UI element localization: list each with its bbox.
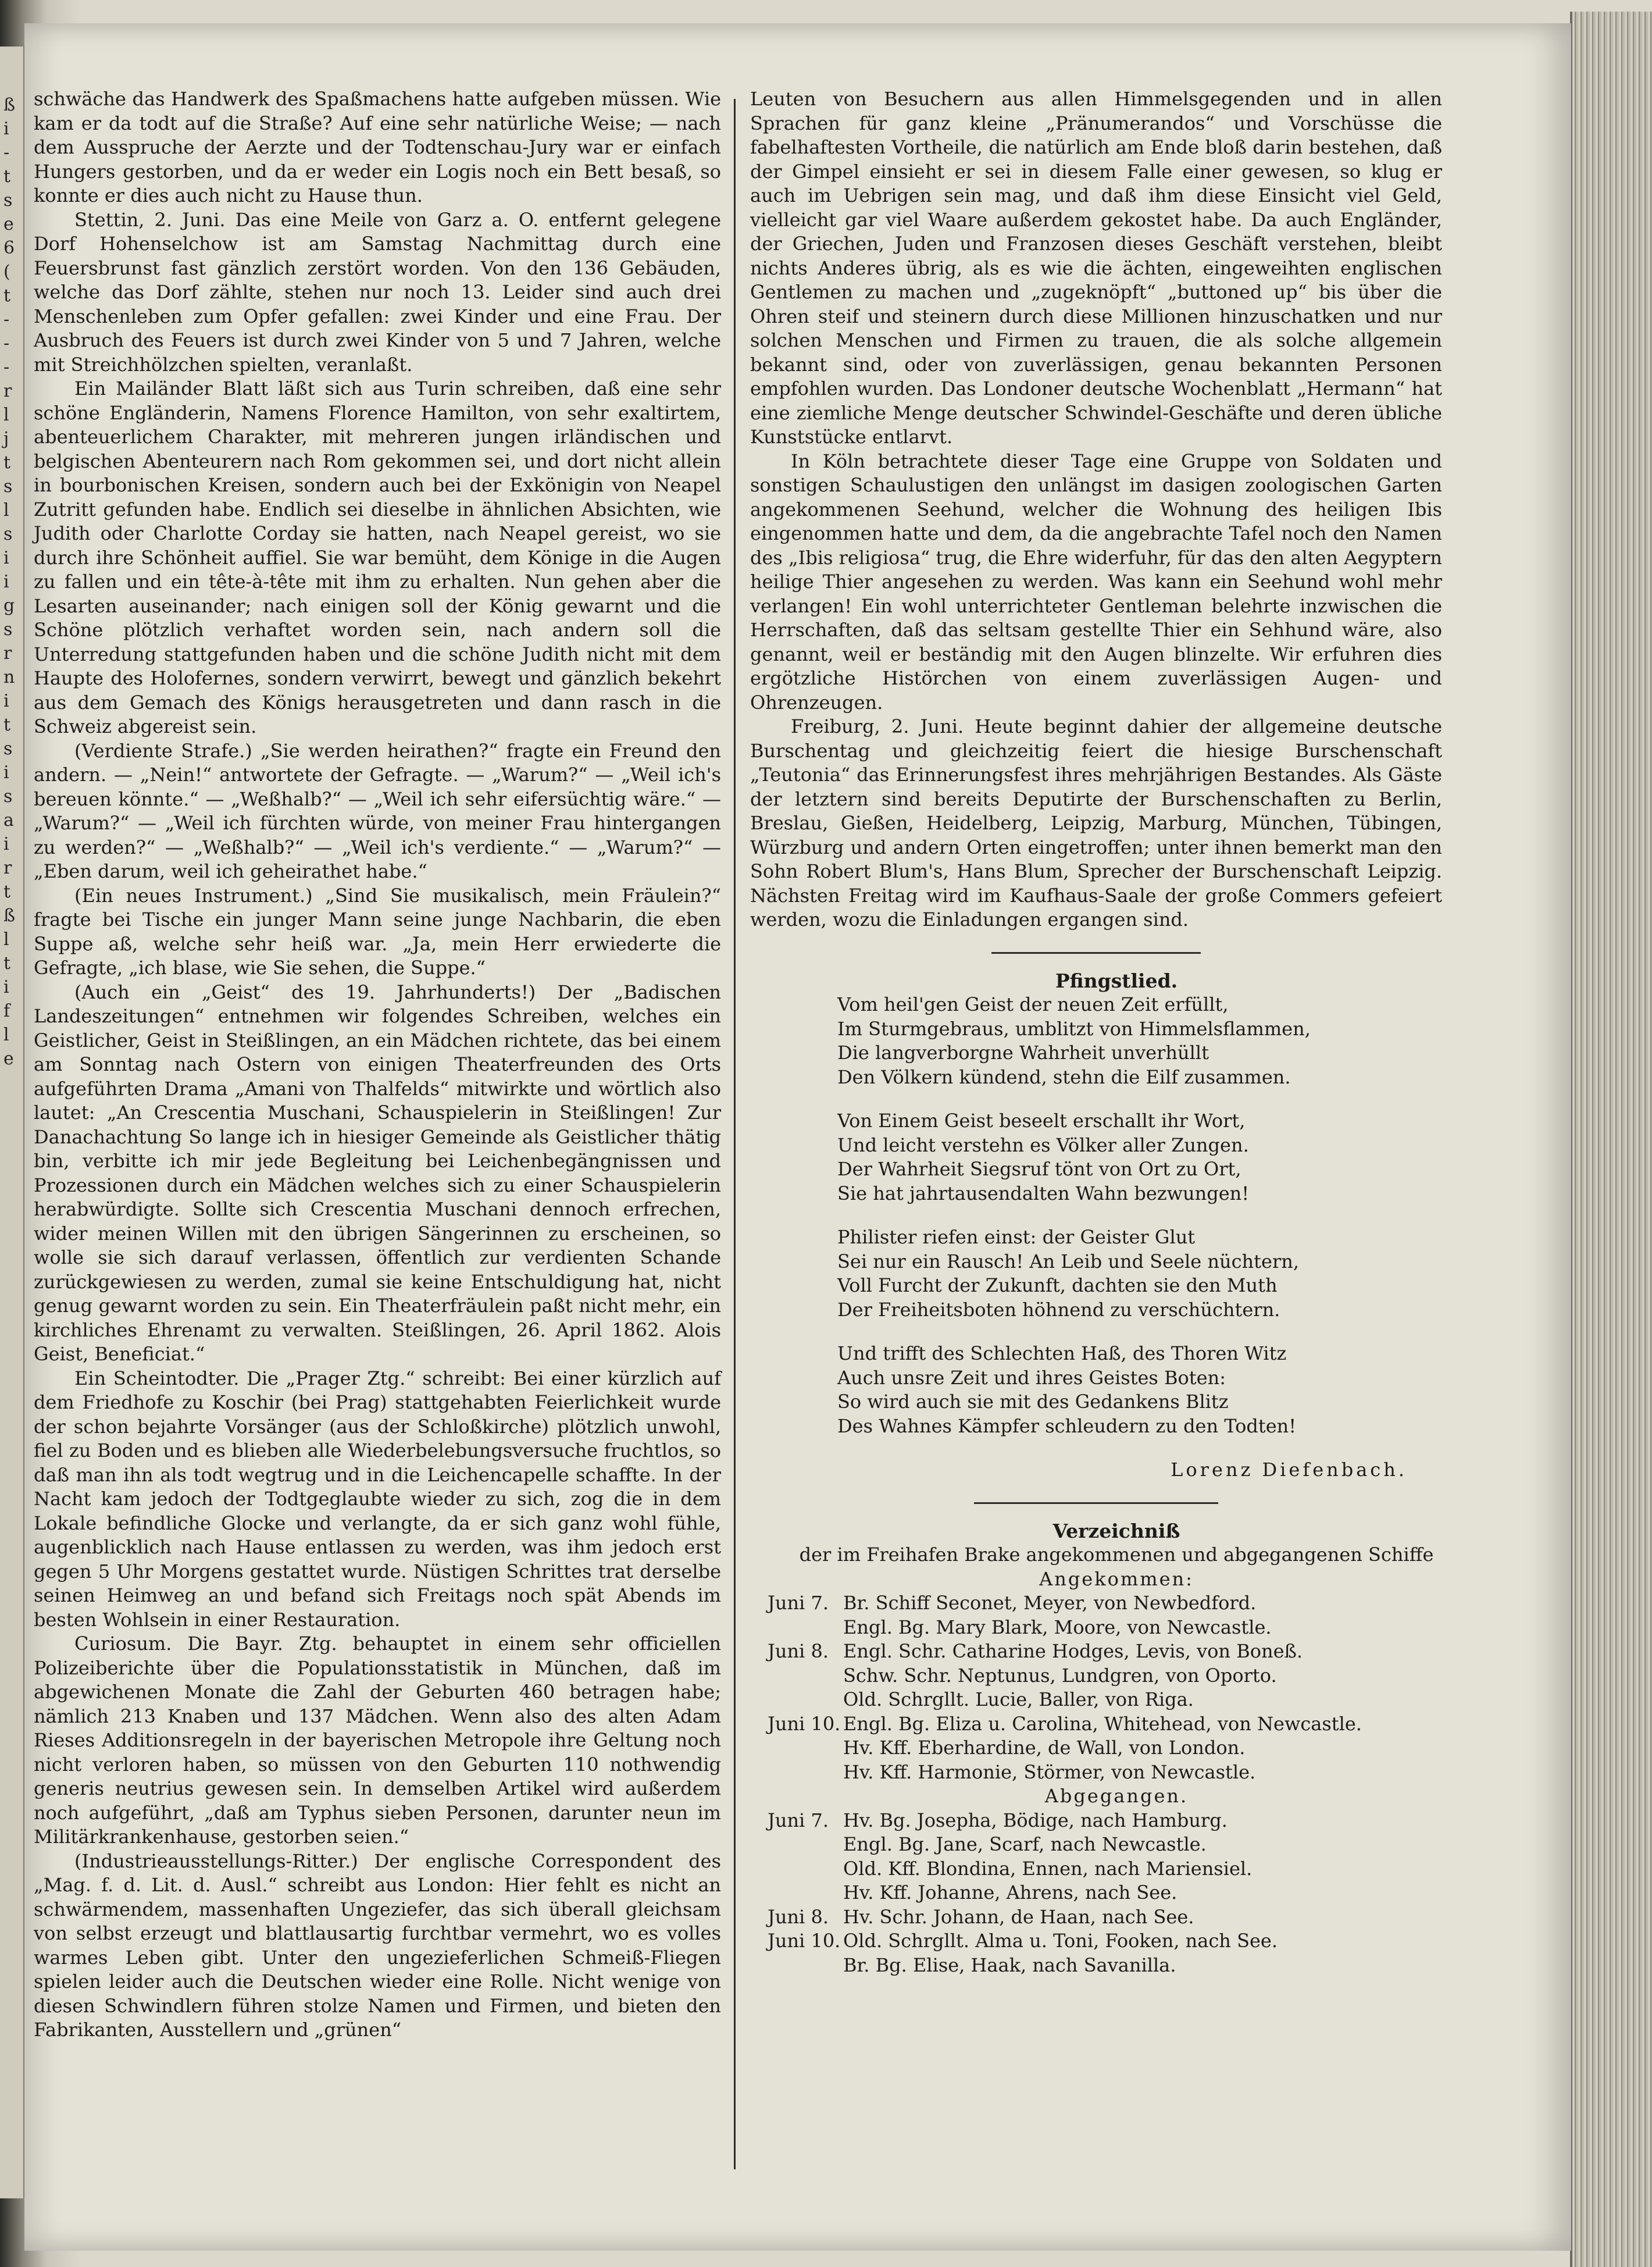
arrived-list bbox=[750, 1591, 1442, 1784]
edge-character: - bbox=[3, 309, 10, 330]
right-column bbox=[750, 87, 1442, 1977]
poem-line: Und trifft des Schlechten Haß, des Thoren Witz bbox=[837, 1342, 1287, 1364]
poem-line: Den Völkern kündend, stehn die Eilf zusammen. bbox=[837, 1065, 1291, 1088]
article-koeln: In Köln betrachtete dieser Tage eine Gruppe von Soldaten und sonstigen Schaulustigen den unlängst im dasigen zoologischen Garten angekommenen Seehund, welcher die Wohnung des heiligen Ibis eingenommen hatte und dem, da die angebrachte Tafel noch den Namen des „Ibis religiosa“ trug, die Ehre widerfuhr, für das den alten Aegyptern heilige Thier angesehen zu werden. Was kann ein Seehund wohl mehr verlangen! Ein wohl unterrichteter Gentleman belehrte inzwischen die Herrschaften, daß das seltsam gestellte Thier ein Sehhund wäre, also genannt, weil er beständig mit den Augen blinzelte. Wir erfuhren dies ergötzliche Histörchen von einem zuverlässigen Augen- und Ohrenzeugen. bbox=[750, 450, 1442, 714]
edge-character: s bbox=[3, 524, 13, 544]
edge-character: i bbox=[3, 119, 9, 139]
edge-character: t bbox=[3, 452, 11, 473]
ship-entry bbox=[750, 1760, 1442, 1785]
poem bbox=[750, 969, 1442, 1482]
edge-character: - bbox=[3, 357, 10, 377]
ship-entry bbox=[750, 1639, 1442, 1664]
ship-details: Engl. Bg. Eliza u. Carolina, Whitehead, von Newcastle. bbox=[843, 1712, 1362, 1735]
poem-line: Voll Furcht der Zukunft, dachten sie den Muth bbox=[837, 1274, 1278, 1296]
ship-entry bbox=[750, 1616, 1442, 1640]
ship-entry bbox=[750, 1857, 1442, 1881]
ship-details: Br. Schiff Seconet, Meyer, von Newbedford. bbox=[843, 1592, 1257, 1614]
ship-details: Hv. Kff. Eberhardine, de Wall, von London. bbox=[843, 1737, 1246, 1759]
poem-line: Auch unsre Zeit und ihres Geistes Boten: bbox=[837, 1366, 1226, 1389]
edge-character: t bbox=[3, 953, 11, 974]
ship-entry bbox=[750, 1712, 1442, 1737]
edge-character: l bbox=[3, 1025, 9, 1045]
book-page-edges bbox=[1570, 12, 1652, 2267]
ship-details: Hv. Kff. Harmonie, Störmer, von Newcastle. bbox=[843, 1760, 1256, 1783]
edge-character: r bbox=[3, 643, 12, 664]
article-verdiente-strafe: (Verdiente Strafe.) „Sie werden heirathen?“ fragte ein Freund den andern. — „Nein!“ antwortete der Gefragte. — „Warum?“ — „Weil ich's bereuen könnte.“ — „Weßhalb?“ — „Weil ich sehr eifersüchtig wäre.“ — „Warum?“ — „Weil ich fürchten würde, von meiner Frau hintergangen zu werden?“ — „Weßhalb?“ — „Weil ich's verdiente.“ — „Warum?“ — „Eben darum, weil ich geheirathet habe.“ bbox=[34, 739, 721, 882]
section-divider bbox=[991, 952, 1201, 954]
edge-character: i bbox=[3, 572, 9, 592]
edge-character: e bbox=[3, 1049, 14, 1069]
ship-details: Engl. Bg. Jane, Scarf, nach Newcastle. bbox=[843, 1833, 1207, 1855]
previous-page-edge bbox=[0, 47, 25, 2198]
left-column bbox=[34, 87, 721, 2043]
ship-details: Engl. Bg. Mary Blark, Moore, von Newcastle. bbox=[843, 1616, 1272, 1638]
ship-date bbox=[750, 1664, 843, 1688]
ship-date bbox=[750, 1881, 843, 1905]
ship-date bbox=[750, 1833, 843, 1857]
edge-character: g bbox=[3, 596, 15, 616]
edge-character: j bbox=[3, 429, 9, 449]
ship-date: Juni 7. bbox=[768, 1592, 829, 1614]
ship-entry bbox=[750, 1664, 1442, 1688]
ship-date bbox=[750, 1857, 843, 1881]
edge-character: l bbox=[3, 500, 9, 521]
edge-character: a bbox=[3, 810, 14, 830]
ship-entry bbox=[750, 1736, 1442, 1760]
ship-entry bbox=[750, 1954, 1442, 1978]
ship-date bbox=[750, 1736, 843, 1760]
edge-character: 6 bbox=[3, 238, 15, 258]
ship-details: Br. Bg. Elise, Haak, nach Savanilla. bbox=[843, 1954, 1176, 1976]
edge-character: e bbox=[3, 214, 14, 234]
departed-list bbox=[750, 1809, 1442, 1978]
edge-character: l bbox=[3, 929, 9, 950]
poem-line: Sei nur ein Rausch! An Leib und Seele nüchtern, bbox=[837, 1250, 1300, 1272]
ship-list-intro: der im Freihafen Brake angekommenen und abgegangenen Schiffe bbox=[799, 1544, 1434, 1566]
edge-character: i bbox=[3, 548, 9, 568]
article-continuation: Leuten von Besuchern aus allen Himmelsgegenden und in allen Sprachen für ganz kleine „Pränumerandos“ und Vorschüsse die fabelhaftesten Vortheile, die natürlich am Ende bloß darin bestehen, daß der Gimpel einsieht er sei in diesem Falle einer gewesen, so klug er auch im Uebrigen sein mag, und daß ihm diese Einsicht viel Geld, vielleicht gar viel Waare außerdem gekostet habe. Da auch Engländer, der Griechen, Juden und Franzosen dieses Geschäft verstehen, bleibt nichts Anderes übrig, als es wie die ächten, eingeweihten englischen Gentlemen zu machen und „zugeknöpft“ „buttoned up“ bis über die Ohren steif und steinern durch diese Millionen hinzuschatken und nur solchen Menschen und Firmen zu trauen, die als solche allgemein bekannt sind, oder von zuverlässigen, genau bekannten Personen empfohlen wurden. Das Londoner deutsche Wochenblatt „Hermann“ hat eine ziemliche Menge deutscher Schwindel-Geschäfte und deren übliche Kunststücke entlarvt. bbox=[750, 88, 1442, 448]
edge-character: - bbox=[3, 333, 10, 354]
departed-heading: Abgegangen. bbox=[1044, 1785, 1189, 1807]
poem-line: Von Einem Geist beseelt erschallt ihr Wort, bbox=[837, 1110, 1246, 1132]
ship-details: Old. Schrgllt. Lucie, Baller, von Riga. bbox=[843, 1688, 1194, 1710]
ship-details: Hv. Kff. Johanne, Ahrens, nach See. bbox=[843, 1881, 1178, 1904]
edge-character: s bbox=[3, 190, 13, 211]
article-neues-instrument: (Ein neues Instrument.) „Sind Sie musikalisch, mein Fräulein?“ fragte bei Tische ein junger Mann seine junge Nachbarin, die eben Suppe aß, welche sehr heiß war. „Ja, mein Herr erwiederte die Gefragte, „ich blase, wie Sie sehen, die Suppe.“ bbox=[34, 884, 721, 979]
ship-date: Juni 8. bbox=[768, 1905, 829, 1928]
ship-date bbox=[750, 1688, 843, 1712]
ship-entry bbox=[750, 1881, 1442, 1905]
article-paragraph: schwäche das Handwerk des Spaßmachens hatte aufgeben müssen. Wie kam er da todt auf die Straße? Auf eine sehr natürliche Weise; — nach dem Ausspruche der Aerzte und der Todtenschau-Jury war er einfach Hungers gestorben, und da er weder ein Logis noch ein Bett besaß, so konnte er dies auch nicht zu Hause thun. bbox=[34, 88, 721, 206]
article-geist-jahrhunderts: (Auch ein „Geist“ des 19. Jahrhunderts!) Der „Badischen Landeszeitungen“ entnehmen wir folgendes Schreiben, welches ein Geistlicher, Geist in Steißlingen, an ein Mädchen richtete, das bei einem am Sonntag nach Ostern von einigen Theaterfreunden des Orts aufgeführten Drama „Amani von Thalfelds“ mitwirkte und wörtlich also lautet: „An Crescentia Muschani, Schauspielerin in Steißlingen! Zur Danachachtung So lange ich in hiesiger Gemeinde als Geistlicher thätig bin, verbitte ich mir jede Begleitung bei Leichenbegängnissen und Prozessionen durch ein Mädchen welches sich zu einer Schauspielerin herabwürdigte. Sollte sich Crescentia Muschani dennoch erfrechen, wider meinen Willen mit den übrigen Sängerinnen zu erscheinen, so wolle sie sich darauf verlassen, öffentlich zur verdienten Schande zurückgewiesen zu werden, zumal sie keine Entschuldigung hat, nicht genug gewarnt worden zu sein. Ein Theaterfräulein paßt nicht mehr, ein kirchliches Ehrenamt zu verwalten. Steißlingen, 26. April 1862. Alois Geist, Beneficiat.“ bbox=[34, 981, 721, 1365]
article-hamilton: Ein Mailänder Blatt läßt sich aus Turin schreiben, daß eine sehr schöne Engländerin, Namens Florence Hamilton, von sehr exaltirtem, abenteuerlichem Charakter, mit mehreren jungen irländischen und belgischen Abenteurern nach Rom gekommen sei, und dort nicht allein in bourbonischen Kreisen, sondern auch bei der Exkönigin von Neapel Zutritt gefunden habe. Endlich sei dieselbe in ähnlichen Absichten, wie Judith oder Charlotte Corday sie hatten, nach Neapel gereist, wo sie durch ihre Schönheit auffiel. Sie war bemüht, dem Könige in die Augen zu fallen und ein tête-à-tête mit ihm zu erhalten. Nun gehen aber die Lesarten auseinander; nach einigen soll der König gewarnt und die Schöne plötzlich verhaftet worden sein, nach andern soll die Unterredung stattgefunden haben und die schöne Judith nicht mit dem Haupte des Holofernes, sondern verwirrt, bewegt und gänzlich bekehrt aus dem Gemach des Königs herausgetreten und dann rasch in die Schweiz abgereist sein. bbox=[34, 377, 721, 737]
poem-line: Die langverborgne Wahrheit unverhüllt bbox=[837, 1042, 1209, 1064]
ship-date: Juni 10. bbox=[768, 1930, 841, 1952]
ship-list-title: Verzeichniß bbox=[1052, 1519, 1180, 1542]
edge-character: r bbox=[3, 381, 12, 401]
poem-stanza bbox=[837, 1225, 1442, 1322]
poem-line: Im Sturmgebraus, umblitzt von Himmelsflammen, bbox=[837, 1017, 1311, 1040]
ship-date: Juni 7. bbox=[768, 1809, 829, 1831]
edge-character: i bbox=[3, 977, 9, 997]
edge-character: - bbox=[3, 142, 10, 163]
poem-line: Der Wahrheit Siegsruf tönt von Ort zu Ort, bbox=[837, 1158, 1241, 1180]
ship-entry bbox=[750, 1591, 1442, 1616]
edge-character: ß bbox=[3, 95, 16, 115]
ship-details: Hv. Bg. Josepha, Bödige, nach Hamburg. bbox=[843, 1809, 1228, 1831]
edge-character: s bbox=[3, 619, 13, 640]
ship-entry bbox=[750, 1905, 1442, 1930]
ship-date: Juni 10. bbox=[768, 1712, 841, 1735]
edge-character: ß bbox=[3, 906, 16, 926]
poem-line: Der Freiheitsboten höhnend zu verschüchtern. bbox=[837, 1298, 1280, 1321]
edge-character: t bbox=[3, 166, 11, 187]
ship-details: Hv. Schr. Johann, de Haan, nach See. bbox=[843, 1905, 1194, 1928]
ship-date bbox=[750, 1954, 843, 1978]
article-scheintodter: Ein Scheintodter. Die „Prager Ztg.“ schreibt: Bei einer kürzlich auf dem Friedhofe zu Koschir (bei Prag) stattgehabten Feierlichkeit wurde der schon bejahrte Vorsänger (aus der Schloßkirche) plötzlich unwohl, fiel zu Boden und es blieben alle Wiederbelebungsversuche fruchtlos, so daß man ihn als todt wegtrug und in die Leichencapelle schaffte. In der Nacht kam jedoch der Todtgeglaubte wieder zu sich, zog die in dem Lokale befindliche Glocke und verlangte, da er sich ganz wohl fühle, augenblicklich nach Hause entlassen zu werden, was ihm jedoch erst gegen 5 Uhr Morgens gestattet wurde. Nüstigen Schrittes trat derselbe seinen Heimweg an und befand sich Freitags noch spät Abends im besten Wohlsein in einer Restauration. bbox=[34, 1367, 721, 1631]
edge-character: t bbox=[3, 286, 11, 306]
poem-author: Lorenz Diefenbach. bbox=[1171, 1459, 1407, 1481]
edge-character: t bbox=[3, 715, 11, 735]
ship-date bbox=[750, 1760, 843, 1785]
ship-date: Juni 8. bbox=[768, 1640, 829, 1662]
edge-character: l bbox=[3, 405, 9, 425]
poem-line: So wird auch sie mit des Gedankens Blitz bbox=[837, 1391, 1229, 1413]
edge-character: ( bbox=[3, 262, 10, 282]
ship-details: Engl. Schr. Catharine Hodges, Levis, von Boneß. bbox=[843, 1640, 1303, 1662]
poem-line: Vom heil'gen Geist der neuen Zeit erfüllt, bbox=[837, 993, 1229, 1015]
section-divider bbox=[974, 1502, 1218, 1504]
ship-entry bbox=[750, 1833, 1442, 1857]
ship-date bbox=[750, 1616, 843, 1640]
poem-line: Und leicht verstehn es Völker aller Zungen. bbox=[837, 1134, 1249, 1156]
poem-stanza bbox=[837, 993, 1442, 1089]
article-freiburg: Freiburg, 2. Juni. Heute beginnt dahier der allgemeine deutsche Burschentag und gleichzeitig feiert die hiesige Burschenschaft „Teutonia“ das Erinnerungsfest ihres mehrjährigen Bestandes. Als Gäste der letztern sind bereits Deputirte der Burschenschaften zu Berlin, Breslau, Gießen, Heidelberg, Leipzig, Marburg, München, Tübingen, Würzburg und andern Orten eingetroffen; unter ihnen bemerkt man den Sohn Robert Blum's, Hans Blum, Sprecher der Burschenschaft Leipzig. Nächsten Freitag wird im Kaufhaus-Saale der große Commers gefeiert werden, wozu die Einladungen ergangen sind. bbox=[750, 715, 1442, 931]
edge-character: i bbox=[3, 834, 9, 854]
ship-entry bbox=[750, 1929, 1442, 1954]
edge-character: s bbox=[3, 476, 13, 497]
edge-character: f bbox=[3, 1001, 10, 1021]
edge-character: t bbox=[3, 882, 11, 902]
arrived-heading: Angekommen: bbox=[1039, 1567, 1194, 1590]
poem-line: Sie hat jahrtausendalten Wahn bezwungen! bbox=[837, 1182, 1250, 1204]
article-stettin: Stettin, 2. Juni. Das eine Meile von Garz a. O. entfernt gelegene Dorf Hohenselchow ist am Samstag Nachmittag durch eine Feuersbrunst fast gänzlich zerstört worden. Von den 136 Gebäuden, welche das Dorf zählte, stehen nur noch 13. Leider sind auch drei Menschenleben zum Opfer gefallen: zwei Kinder und eine Frau. Der Ausbruch des Feuers ist durch zwei Kinder von 5 und 7 Jahren, welche mit Streichhölzchen spielten, veranlaßt. bbox=[34, 208, 721, 376]
poem-line: Des Wahnes Kämpfer schleudern zu den Todten! bbox=[837, 1414, 1297, 1437]
ship-entry bbox=[750, 1688, 1442, 1712]
ship-entry bbox=[750, 1809, 1442, 1833]
edge-character: r bbox=[3, 858, 12, 878]
edge-character: n bbox=[3, 667, 15, 687]
previous-page-characters bbox=[3, 93, 21, 1071]
poem-stanza bbox=[837, 1109, 1442, 1206]
poem-stanza bbox=[837, 1342, 1442, 1438]
ship-details: Old. Kff. Blondina, Ennen, nach Mariensiel. bbox=[843, 1857, 1253, 1880]
poem-title: Pfingstlied. bbox=[1055, 969, 1178, 992]
article-industrieausstellung: (Industrieausstellungs-Ritter.) Der englische Correspondent des „Mag. f. d. Lit. d. Ausl.“ schreibt aus London: Hier fehlt es nicht an schwärmendem, massenhaften Ungeziefer, das sich überall gleichsam von selbst erzeugt und blattlausartig furchtbar vermehrt, wo es volles warmes Leben gibt. Unter den ungezieferlichen Schmeiß-Fliegen spielen leider auch die Deutschen wieder eine Rolle. Nicht wenige von diesen Schwindlern führen stolze Namen und Firmen, und bieten den Fabrikanten, Ausstellern und „grünen“ bbox=[34, 1849, 721, 2041]
column-separator bbox=[734, 99, 736, 2169]
article-curiosum: Curiosum. Die Bayr. Ztg. behauptet in einem sehr officiellen Polizeiberichte über die Populationsstatistik in München, daß im abgewichenen Monate die Zahl der Geburten 460 betragen habe; nämlich 213 Knaben und 137 Mädchen. Wenn also des alten Adam Rieses Additionsregeln in der bayerischen Metropole ihre Geltung noch nicht verloren haben, so müssen von den Geburten 110 nothwendig generis neutrius gewesen sein. In demselben Artikel wird außerdem noch aufgeführt, „daß am Typhus sieben Personen, darunter neun im Militärkrankenhause, gestorben seien.“ bbox=[34, 1632, 721, 1848]
ship-details: Old. Schrgllt. Alma u. Toni, Fooken, nach See. bbox=[843, 1930, 1278, 1952]
ship-details: Schw. Schr. Neptunus, Lundgren, von Oporto. bbox=[843, 1664, 1277, 1687]
edge-character: i bbox=[3, 691, 9, 711]
edge-character: s bbox=[3, 786, 13, 807]
edge-character: s bbox=[3, 739, 13, 759]
poem-line: Philister riefen einst: der Geister Glut bbox=[837, 1226, 1196, 1248]
edge-character: i bbox=[3, 762, 9, 783]
ship-list bbox=[750, 1519, 1442, 1978]
